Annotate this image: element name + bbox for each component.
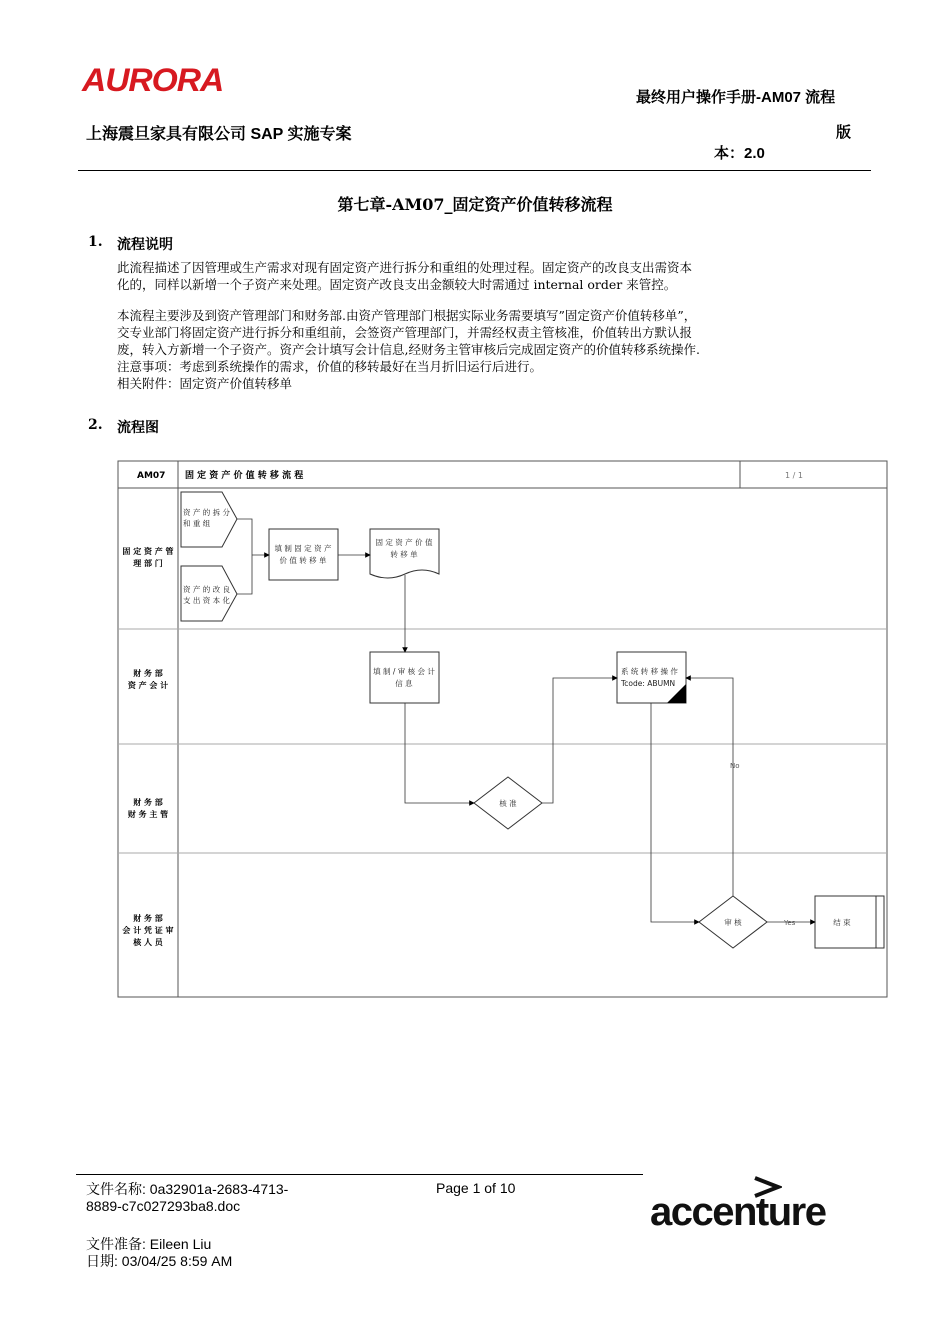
footer-divider <box>76 1174 643 1175</box>
section1-number: 1. <box>88 234 103 250</box>
document-label-1: 固 定 资 产 价 值 <box>375 538 433 547</box>
split-label-1: 资 产 的 拆 分 <box>183 508 231 517</box>
fill-form-label-2: 价 值 转 移 单 <box>279 556 327 565</box>
para2-line2: 交专业部门将固定资产进行拆分和重组前，会签资产管理部门，并需经权责主管核准，价值转出方默认报 <box>117 325 693 340</box>
connector-to-review <box>651 703 699 922</box>
footer-file-name-1: 文件名称: 0a32901a-2683-4713- <box>86 1181 289 1197</box>
para1-line1: 此流程描述了因管理或生产需求对现有固定资产进行拆分和重组的处理过程。固定资产的改良支出需资本 <box>117 260 693 275</box>
acct-info-label-1: 填 制 / 审 核 会 计 <box>373 667 435 676</box>
connector-merge <box>237 519 252 594</box>
document-label-2: 转 移 单 <box>390 550 418 559</box>
lane-label-reviewer-2: 会 计 凭 证 审 <box>122 926 174 935</box>
connector-to-system <box>542 678 617 803</box>
footer-prepared-by: 文件准备: Eileen Liu <box>86 1236 212 1252</box>
aurora-logo: AURORA <box>82 62 224 98</box>
acct-info-label-2: 信 息 <box>395 679 413 688</box>
section2-title: 流程图 <box>117 420 159 436</box>
accenture-logo: accenture <box>650 1190 826 1234</box>
end-label: 结 束 <box>833 918 851 927</box>
para1-line2: 化的，同样以新增一个子资产来处理。固定资产改良支出金额较大时需通过 internal order 来管控。 <box>117 277 677 292</box>
no-label: No <box>730 762 740 770</box>
split-label-2: 和 重 组 <box>183 519 211 528</box>
lane-label-reviewer: 财 务 部 <box>133 914 163 923</box>
company-project: 上海震旦家具有限公司 SAP 实施专案 <box>86 126 352 143</box>
para2-line5: 相关附件：固定资产价值转移单 <box>117 376 293 391</box>
acct-info-box <box>370 652 439 703</box>
footer-page: Page 1 of 10 <box>436 1180 516 1196</box>
yes-label: Yes <box>784 919 796 927</box>
lane-label-fin-mgr-2: 财 务 主 管 <box>127 810 169 819</box>
improve-label-1: 资 产 的 改 良 <box>183 585 231 594</box>
para2-line4: 注意事项：考虑到系统操作的需求，价值的移转最好在当月折旧运行后进行。 <box>117 359 543 374</box>
lane-label-fin-mgr: 财 务 部 <box>133 798 163 807</box>
lane-label-asset-acct-2: 资 产 会 计 <box>127 681 169 690</box>
approve-label: 核 准 <box>499 799 517 808</box>
lane-label-asset-acct: 财 务 部 <box>133 669 163 678</box>
system-label-2: Tcode: ABUMN <box>621 679 676 688</box>
lane-label-asset-dept-2: 理 部 门 <box>133 559 163 568</box>
section2-number: 2. <box>88 417 103 433</box>
version-label-2: 本：2.0 <box>714 145 765 162</box>
connector-to-approve <box>405 703 474 803</box>
fill-form-box <box>269 529 338 580</box>
chapter-title: 第七章-AM07_固定资产价值转移流程 <box>337 195 613 214</box>
lane-label-asset-dept: 固 定 资 产 管 <box>122 547 174 556</box>
flowchart-code: AM07 <box>137 471 166 481</box>
flowchart-frame <box>118 461 887 997</box>
flowchart-page: 1 / 1 <box>785 471 803 480</box>
footer-file-name-2: 8889-c7c027293ba8.doc <box>86 1198 241 1214</box>
para2-line3: 废，转入方新增一个子资产。资产会计填写会计信息,经财务主管审核后完成固定资产的价值转移系统操作. <box>117 342 700 357</box>
para2-line1: 本流程主要涉及到资产管理部门和财务部.由资产管理部门根据实际业务需要填写”固定资产价值转移单”， <box>117 308 697 323</box>
footer-date: 日期: 03/04/25 8:59 AM <box>86 1253 233 1269</box>
flowchart-title: 固 定 资 产 价 值 转 移 流 程 <box>185 471 304 481</box>
review-label: 审 核 <box>724 918 742 927</box>
section1-title: 流程说明 <box>117 237 173 253</box>
lane-label-reviewer-3: 核 人 员 <box>133 938 163 947</box>
manual-title: 最终用户操作手册-AM07 流程 <box>636 89 836 106</box>
fill-form-label-1: 填 制 固 定 资 产 <box>274 544 332 553</box>
connector-no-loop <box>686 678 733 896</box>
version-label-1: 版 <box>836 124 852 141</box>
system-label-1: 系 统 转 移 操 作 <box>621 667 678 676</box>
improve-label-2: 支 出 资 本 化 <box>183 596 231 605</box>
